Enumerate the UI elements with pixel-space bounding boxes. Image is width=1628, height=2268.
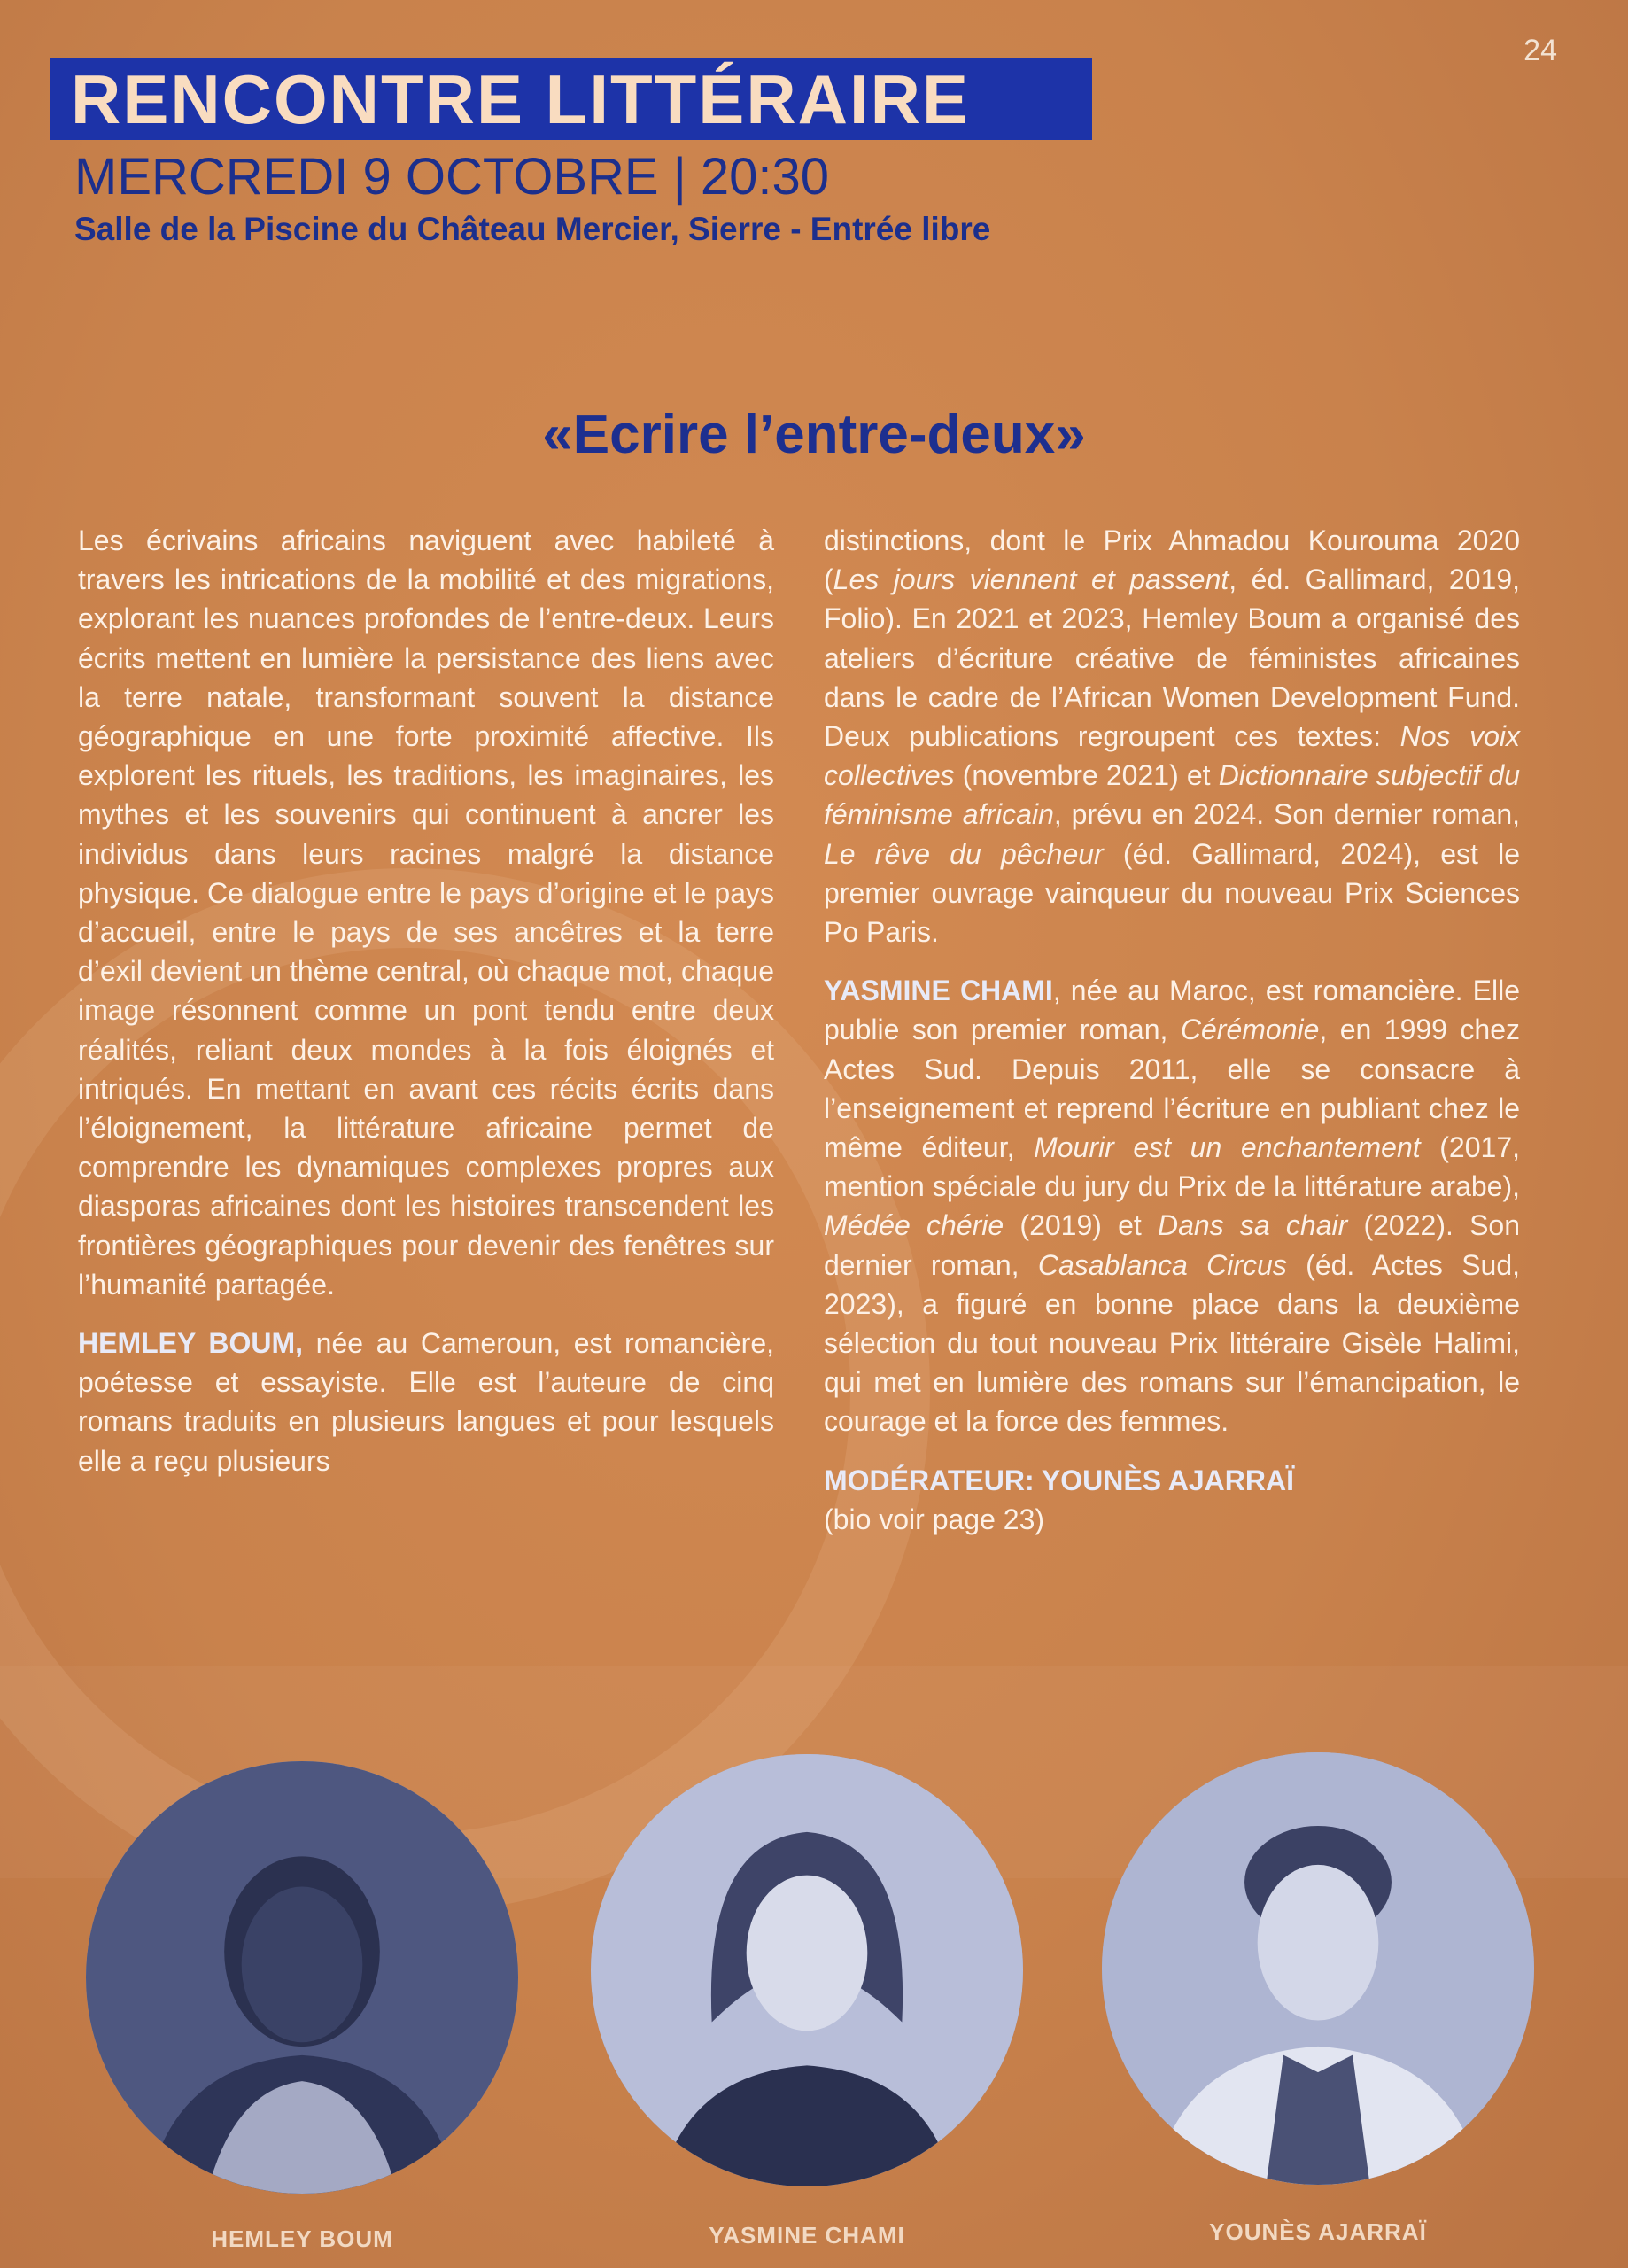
bio-hemley-boum bbox=[78, 1324, 774, 1480]
portrait-yasmine-chami bbox=[591, 1754, 1023, 2186]
book-title: Mourir est un enchantement bbox=[1034, 1131, 1421, 1164]
bio-text: née au Cameroun, est romancière, poétesse et essayiste. Elle est l’auteure de cinq romans traduits en plusieurs langues et pour lesquels elle a reçu plusieurs bbox=[78, 1327, 774, 1477]
right-column bbox=[824, 521, 1520, 1539]
event-date: MERCREDI 9 OCTOBRE | 20:30 bbox=[74, 148, 830, 206]
moderator-block bbox=[824, 1461, 1520, 1539]
bio-text: , prévu en 2024. Son dernier roman, bbox=[1053, 798, 1521, 831]
bio-yasmine-chami bbox=[824, 971, 1520, 1441]
page-number: 24 bbox=[1523, 34, 1557, 67]
bio-text: (éd. Gallimard, 2024), est le premier ouvrage vainqueur du nouveau Prix Sciences Po Paris. bbox=[824, 837, 1521, 949]
portrait-image bbox=[591, 1754, 1023, 2186]
book-title: Le rêve du pêcheur bbox=[824, 837, 1104, 870]
moderator-note: (bio voir page 23) bbox=[824, 1503, 1045, 1535]
bio-text: (2017, mention spéciale du jury du Prix de la littérature arabe), bbox=[824, 1131, 1521, 1203]
book-title: Cérémonie bbox=[1180, 1014, 1320, 1046]
moderator-label: MODÉRATEUR: YOUNÈS AJARRAÏ bbox=[824, 1464, 1294, 1496]
bio-name-yasmine-chami: YASMINE CHAMI bbox=[824, 975, 1053, 1007]
book-title: Médée chérie bbox=[824, 1209, 1004, 1242]
bio-text: , éd. Gallimard, 2019, Folio). En 2021 et 2023, Hemley Boum a organisé des ateliers d’écriture créative de féministes africaines dans le cadre de l’African Women Development Fund. Deux publications regroupent ces textes: bbox=[824, 563, 1521, 753]
intro-paragraph: Les écrivains africains naviguent avec habileté à travers les intrications de la mobilité et des migrations, explorant les nuances profondes de l’entre-deux. Leurs écrits mettent en lumière la persistance des liens avec la terre natale, transformant souvent la distance géographique en une forte proximité affective. Ils explorent les rituels, les traditions, les imaginaires, les mythes et les souvenirs qui continuent à ancrer les individus dans leurs racines malgré la distance physique. Ce dialogue entre le pays d’origine et le pays d’accueil, entre le pays de ses ancêtres et la terre d’exil devient un thème central, où chaque mot, chaque image résonnent comme un pont tendu entre deux réalités, reliant deux mondes à la fois éloignés et intriqués. En mettant en avant ces récits écrits dans l’éloignement, la littérature africaine permet de comprendre les dynamiques complexes propres aux diasporas africaines dont les histoires transcendent les frontières géographiques pour devenir des fenêtres sur l’humanité partagée. bbox=[78, 524, 774, 1301]
talk-title: «Ecrire l’entre-deux» bbox=[542, 404, 1086, 465]
portrait-caption: YOUNÈS AJARRAÏ bbox=[1209, 2218, 1427, 2245]
portrait-caption: HEMLEY BOUM bbox=[211, 2225, 393, 2252]
bio-text: (2019) et bbox=[1004, 1209, 1158, 1242]
event-title: RENCONTRE LITTÉRAIRE bbox=[50, 58, 1092, 140]
event-venue: Salle de la Piscine du Château Mercier, Sierre - Entrée libre bbox=[74, 211, 991, 247]
bio-text: (2022). Son dernier roman, bbox=[824, 1209, 1520, 1281]
portrait-hemley-boum bbox=[86, 1761, 518, 2194]
bio-text: (éd. Actes Sud, 2023), a figuré en bonne place dans la deuxième sélection du tout nouveau Prix littéraire Gisèle Halimi, qui met en lumière des romans sur l’émancipation, le courage et la force des femmes. bbox=[824, 1248, 1521, 1438]
book-title: Dans sa chair bbox=[1158, 1209, 1348, 1242]
bio-text: (novembre 2021) et bbox=[954, 759, 1219, 792]
bio-text: distinctions, dont le Prix Ahmadou Kourouma 2020 ( bbox=[824, 524, 1520, 596]
portrait-caption: YASMINE CHAMI bbox=[709, 2222, 905, 2249]
bio-text: , née au Maroc, est romancière. Elle publie son premier roman, bbox=[824, 975, 1521, 1046]
book-title: Casablanca Circus bbox=[1037, 1248, 1287, 1281]
portrait-younes-ajarrai bbox=[1102, 1752, 1534, 2185]
bio-text: , en 1999 chez Actes Sud. Depuis 2011, elle se consacre à l’enseignement et reprend l’écriture en publiant chez le même éditeur, bbox=[824, 1014, 1521, 1164]
portrait-image bbox=[1102, 1752, 1534, 2185]
bio-hemley-boum-continued bbox=[824, 521, 1520, 951]
bio-name-hemley-boum: HEMLEY BOUM, bbox=[78, 1327, 304, 1360]
portrait-image bbox=[86, 1761, 518, 2194]
book-title: Dictionnaire subjectif du féminisme africain bbox=[824, 759, 1521, 831]
book-title: Nos voix collectives bbox=[824, 720, 1521, 792]
left-column bbox=[78, 521, 774, 1500]
book-title: Les jours viennent et passent bbox=[833, 563, 1229, 596]
